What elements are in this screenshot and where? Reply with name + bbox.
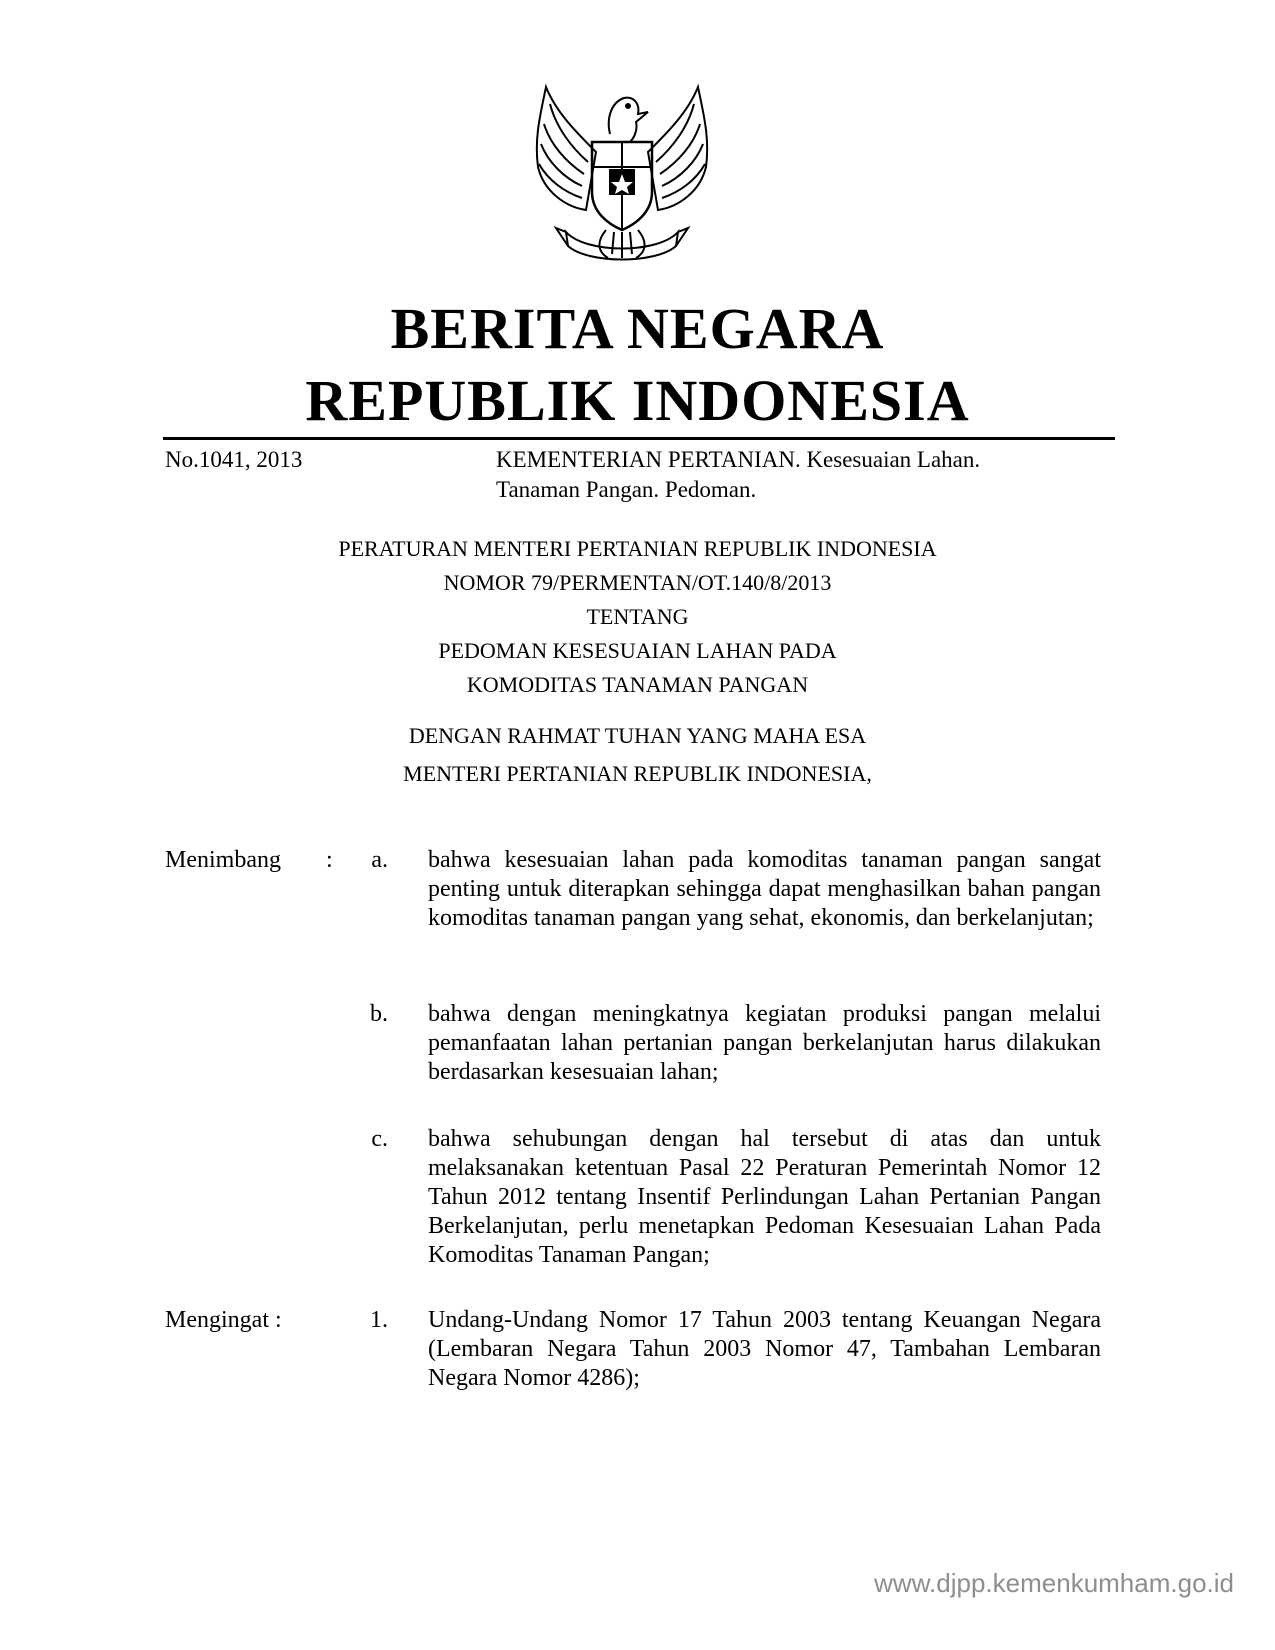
mengingat-item-1-number: 1.: [370, 1307, 388, 1333]
regulation-title: PERATURAN MENTERI PERTANIAN REPUBLIK INDONESIA: [338, 536, 937, 561]
gazette-title-line1: BERITA NEGARA: [390, 296, 885, 361]
mengingat-item-1-text: Undang-Undang Nomor 17 Tahun 2003 tentang Keuangan Negara (Lembaran Negara Tahun 2003 Nomor 47, Tambahan Lembaran Negara Nomor 4286);: [428, 1307, 1101, 1391]
garuda-pancasila-emblem-icon: [526, 82, 718, 272]
header-divider: [163, 437, 1115, 440]
gazette-subject: [496, 445, 1116, 505]
menimbang-item-c-text: bahwa sehubungan dengan hal tersebut di atas dan untuk melaksanakan ketentuan Pasal 22 Peraturan Pemerintah Nomor 12 Tahun 2012 tentang Insentif Perlindungan Lahan Pertanian Pangan Berkelanjutan, perlu menetapkan Pedoman Kesesuaian Lahan Pada Komoditas Tanaman Pangan;: [428, 1126, 1101, 1268]
regulation-about: TENTANG: [586, 604, 689, 629]
regulation-subject-line1: PEDOMAN KESESUAIAN LAHAN PADA: [438, 638, 837, 663]
menimbang-colon: :: [326, 847, 333, 873]
regulation-number: NOMOR 79/PERMENTAN/OT.140/8/2013: [443, 570, 832, 595]
menimbang-label: Menimbang: [165, 847, 281, 873]
gazette-subject-line1: KEMENTERIAN PERTANIAN. Kesesuaian Lahan.: [496, 447, 981, 472]
menimbang-item-a-number: a.: [371, 847, 388, 873]
gazette-number: No.1041, 2013: [165, 447, 303, 472]
gazette-subject-line2: Tanaman Pangan. Pedoman.: [496, 477, 757, 502]
mengingat-label: Mengingat :: [165, 1307, 282, 1333]
gazette-title-line2: REPUBLIK INDONESIA: [305, 368, 970, 433]
menimbang-item-a-text: bahwa kesesuaian lahan pada komoditas tanaman pangan sangat penting untuk diterapkan sehingga dapat menghasilkan bahan pangan komoditas tanaman pangan yang sehat, ekonomis, dan berkelanjutan;: [428, 847, 1101, 931]
menimbang-item-c-number: c.: [371, 1126, 388, 1152]
menimbang-item-b-number: b.: [370, 1001, 388, 1027]
preamble-minister: MENTERI PERTANIAN REPUBLIK INDONESIA,: [403, 761, 872, 786]
regulation-subject-line2: KOMODITAS TANAMAN PANGAN: [466, 672, 809, 697]
menimbang-item-b-text: bahwa dengan meningkatnya kegiatan produksi pangan melalui pemanfaatan lahan pertanian pangan berkelanjutan harus dilakukan berdasarkan kesesuaian lahan;: [428, 1001, 1101, 1085]
footer-url: www.djpp.kemenkumham.go.id: [874, 1568, 1234, 1598]
preamble-blessing: DENGAN RAHMAT TUHAN YANG MAHA ESA: [408, 723, 867, 748]
